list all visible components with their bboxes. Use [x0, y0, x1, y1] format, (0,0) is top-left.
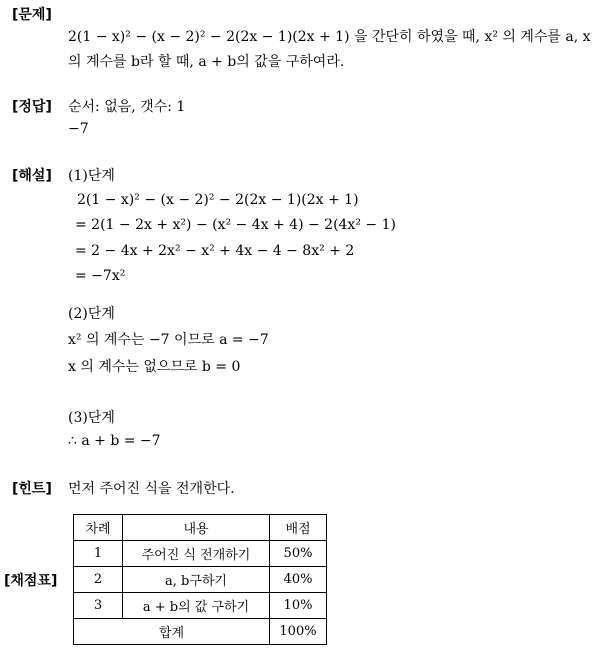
table-cell: 2: [74, 567, 123, 593]
table-cell: 1: [74, 541, 123, 567]
table-cell: 주어진 식 전개하기: [123, 541, 270, 567]
table-cell: 50%: [270, 541, 327, 567]
step1-line: = 2(1 − 2x + x²) − (x² − 4x + 4) − 2(4x² − 1): [75, 217, 396, 233]
table-cell: a + b의 값 구하기: [123, 593, 270, 619]
step3-line: ∴ a + b = −7: [68, 433, 161, 449]
header-cell: 배점: [270, 515, 327, 541]
total-value: 100%: [270, 619, 327, 645]
header-cell: 내용: [123, 515, 270, 541]
answer-label: [정답]: [12, 99, 52, 115]
table-row: [74, 567, 327, 593]
step2-line: x² 의 계수는 −7 이므로 a = −7: [68, 332, 269, 348]
rubric-label: [채점표]: [4, 573, 58, 589]
problem-line-2: 의 계수를 b라 할 때, a + b의 값을 구하여라.: [68, 54, 345, 70]
step1-line: = 2 − 4x + 2x² − x² + 4x − 4 − 8x² + 2: [75, 243, 355, 259]
step2-line: x 의 계수는 없으므로 b = 0: [68, 359, 241, 375]
table-total-row: [74, 619, 327, 645]
step2-title: (2)단계: [68, 306, 115, 322]
step1-line: 2(1 − x)² − (x − 2)² − 2(2x − 1)(2x + 1): [77, 192, 359, 208]
table-cell: 40%: [270, 567, 327, 593]
table-cell: a, b구하기: [123, 567, 270, 593]
total-label: 합계: [74, 619, 270, 645]
table-header-row: [74, 515, 327, 541]
header-cell: 차례: [74, 515, 123, 541]
step3-title: (3)단계: [68, 410, 115, 426]
table-cell: 10%: [270, 593, 327, 619]
table-row: [74, 593, 327, 619]
step1-line: = −7x²: [75, 268, 126, 284]
table-cell: 3: [74, 593, 123, 619]
solution-label: [해설]: [12, 168, 52, 184]
hint-text: 먼저 주어진 식을 전개한다.: [68, 481, 235, 497]
answer-line-1: 순서: 없음, 갯수: 1: [68, 99, 186, 115]
hint-label: [힌트]: [12, 481, 52, 497]
problem-label: [문제]: [12, 7, 52, 23]
step1-title: (1)단계: [68, 168, 115, 184]
table-row: [74, 541, 327, 567]
answer-line-2: −7: [68, 121, 89, 137]
problem-line-1: 2(1 − x)² − (x − 2)² − 2(2x − 1)(2x + 1) 을 간단히 하였을 때, x² 의 계수를 a, x: [68, 29, 591, 45]
rubric-table: [73, 514, 327, 645]
